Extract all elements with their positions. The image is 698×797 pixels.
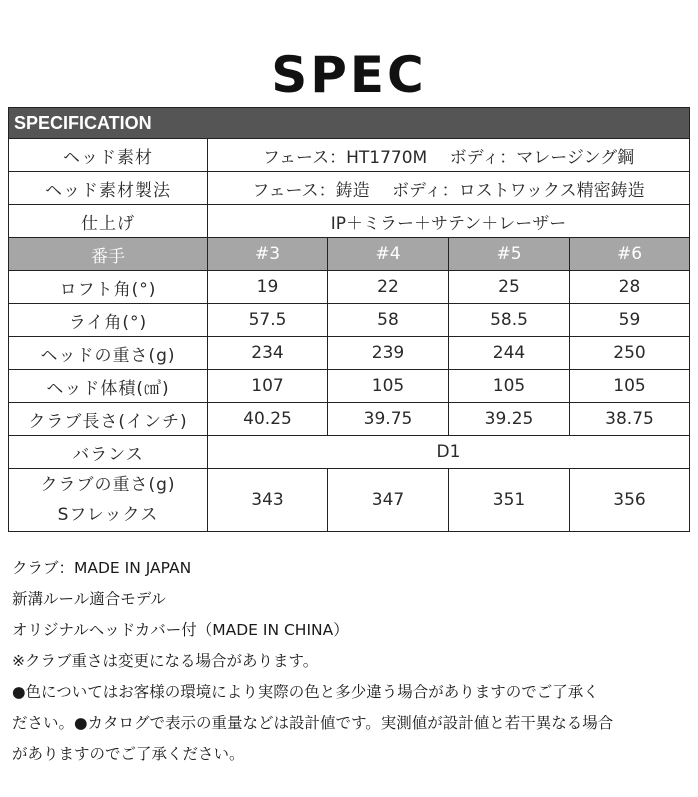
row-value: フェース：鋳造 ボディ：ロストワックス精密鋳造 xyxy=(208,172,690,205)
table-cell: 39.75 xyxy=(328,403,449,436)
table-cell: 107 xyxy=(208,370,328,403)
table-row xyxy=(9,403,690,436)
table-cell: 58.5 xyxy=(449,304,570,337)
row-label-line: クラブの重さ(g) xyxy=(40,475,176,495)
table-cell: 234 xyxy=(208,337,328,370)
table-cell: 40.25 xyxy=(208,403,328,436)
column-header-label: 番手 xyxy=(9,238,208,271)
column-header-row xyxy=(9,238,690,271)
row-label: ヘッド素材製法 xyxy=(9,172,208,205)
table-cell: 239 xyxy=(328,337,449,370)
row-label: クラブ長さ(インチ) xyxy=(9,403,208,436)
table-cell: 19 xyxy=(208,271,328,304)
column-header: #6 xyxy=(570,238,690,271)
table-cell: 22 xyxy=(328,271,449,304)
row-value: D1 xyxy=(208,436,690,469)
row-value: フェース：HT1770M ボディ：マレージング鋼 xyxy=(208,139,690,172)
table-row xyxy=(9,304,690,337)
table-cell: 105 xyxy=(449,370,570,403)
note-line: クラブ：MADE IN JAPAN xyxy=(12,559,192,577)
row-label xyxy=(9,469,208,532)
row-label-line: Sフレックス xyxy=(57,505,159,525)
table-cell: 25 xyxy=(449,271,570,304)
table-row xyxy=(9,436,690,469)
table-cell: 105 xyxy=(328,370,449,403)
row-label: ヘッド素材 xyxy=(9,139,208,172)
table-cell: 244 xyxy=(449,337,570,370)
note-line: ※クラブ重さは変更になる場合があります。 xyxy=(12,652,319,670)
note-line: がありますのでご了承ください。 xyxy=(12,745,245,763)
note-line: 新溝ルール適合モデル xyxy=(12,590,166,608)
row-label: ロフト角(°) xyxy=(9,271,208,304)
table-row xyxy=(9,139,690,172)
table-cell: 351 xyxy=(449,469,570,532)
table-cell: 58 xyxy=(328,304,449,337)
table-cell: 57.5 xyxy=(208,304,328,337)
table-cell: 105 xyxy=(570,370,690,403)
page-title: SPEC xyxy=(271,46,427,104)
row-label: 仕上げ xyxy=(9,205,208,238)
table-header: SPECIFICATION xyxy=(9,108,690,139)
row-value: IP＋ミラー＋サテン＋レーザー xyxy=(208,205,690,238)
column-header: #4 xyxy=(328,238,449,271)
table-row xyxy=(9,271,690,304)
row-label: ヘッドの重さ(g) xyxy=(9,337,208,370)
table-cell: 343 xyxy=(208,469,328,532)
table-header-row xyxy=(9,108,690,139)
note-line: ださい。●カタログで表示の重量などは設計値です。実測値が設計値と若干異なる場合 xyxy=(12,714,614,732)
row-label: ライ角(°) xyxy=(9,304,208,337)
table-cell: 250 xyxy=(570,337,690,370)
table-row xyxy=(9,370,690,403)
table-cell: 38.75 xyxy=(570,403,690,436)
note-line: オリジナルヘッドカバー付（MADE IN CHINA） xyxy=(12,621,349,639)
table-cell: 347 xyxy=(328,469,449,532)
spec-table xyxy=(8,107,690,532)
row-label: ヘッド体積(㎤) xyxy=(9,370,208,403)
table-row xyxy=(9,172,690,205)
row-label: バランス xyxy=(9,436,208,469)
notes xyxy=(12,553,692,770)
table-row xyxy=(9,337,690,370)
table-row xyxy=(9,469,690,532)
column-header: #3 xyxy=(208,238,328,271)
table-cell: 28 xyxy=(570,271,690,304)
column-header: #5 xyxy=(449,238,570,271)
table-row xyxy=(9,205,690,238)
note-line: ●色についてはお客様の環境により実際の色と多少違う場合がありますのでご了承く xyxy=(12,683,599,701)
table-cell: 59 xyxy=(570,304,690,337)
table-cell: 39.25 xyxy=(449,403,570,436)
table-cell: 356 xyxy=(570,469,690,532)
